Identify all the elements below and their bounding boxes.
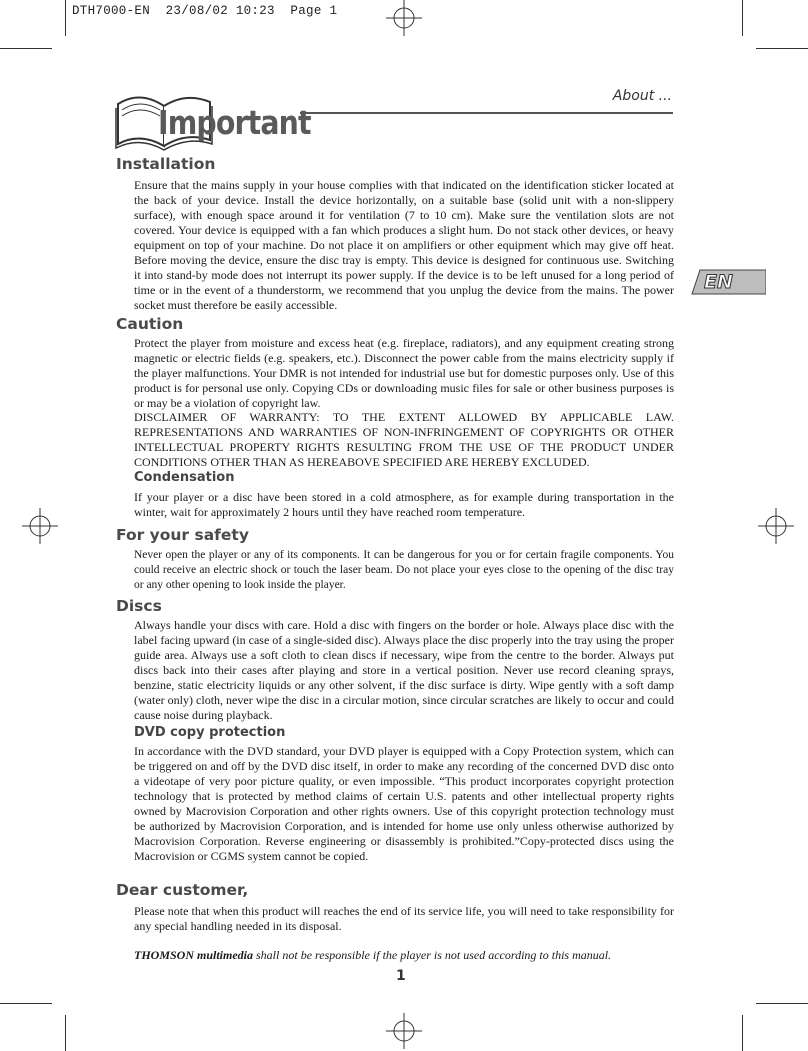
language-tab-label: EN [704, 271, 733, 293]
registration-mark-right [758, 508, 794, 544]
section-heading-installation: Installation [116, 155, 216, 173]
installation-text: Ensure that the mains supply in your house complies with that indicated on the identification sticker located at the back of your device. Install the device horizontally, on a suitable base (solid unit with a non-slippery surface), with enough space around it for ventilation (7 to 10 cm). Make sure the ventilation slots are not covered. Your device is equipped with a fan which produces a slight hum. Do not stack other devices, or heavy equipment on top of your machine. Do not place it on amplifiers or other equipment which may give off heat. Before moving the device, ensure the disc tray is empty. This device is designed for continuous use. Switching it into stand-by mode does not interrupt its power supply. If the device is to be left unused for a long period of time or in the event of a thunderstorm, we recommend that you unplug the device from the mains. The power socket must therefore be easily accessible. [134, 178, 674, 313]
registration-mark-left [22, 508, 58, 544]
print-header: DTH7000-EN 23/08/02 10:23 Page 1 [72, 4, 338, 18]
crop-mark [742, 0, 743, 36]
notice-text: shall not be responsible if the player is not used according to this manual. [253, 948, 612, 962]
page-number: 1 [396, 968, 406, 984]
liability-notice [134, 948, 611, 963]
crop-mark [65, 0, 66, 36]
discs-text: Always handle your discs with care. Hold a disc with fingers on the border or hole. Always place disc with the label facing upward (in case of a single-sided disc). Always place the disc properly into the tray using the proper guide area. Always use a soft cloth to clean discs if necessary, wipe from the centre to the border. Always put discs back into their cases after playing and store in a vertical position. Never use record cleaning sprays, benzine, static electricity liquids or any other solvent, if the disc surface is dirty. Wipe gently with a soft damp (water only) cloth, never wipe the disc in a circular motion, since circular scratches are likely to occur and could cause noise during playback. [134, 618, 674, 723]
section-heading-caution: Caution [116, 315, 184, 333]
crop-mark [756, 1003, 808, 1004]
condensation-text: If your player or a disc have been stored in a cold atmosphere, as for example during transportation in the winter, wait for approximately 2 hours until they have reached room temperature. [134, 490, 674, 520]
crop-mark [0, 1003, 52, 1004]
header-rule [300, 112, 673, 114]
crop-mark [0, 48, 52, 49]
crop-mark [65, 1015, 66, 1051]
crop-mark [756, 48, 808, 49]
caution-disclaimer: DISCLAIMER OF WARRANTY: TO THE EXTENT ALLOWED BY APPLICABLE LAW. REPRESENTATIONS AND WARRANTIES OF NON-INFRINGEMENT OF COPYRIGHTS OR OTHER INTELLECTUAL PROPERTY RIGHTS RESULTING FROM THE USE OF THE PRODUCT UNDER CONDITIONS OTHER THAN AS HEREABOVE SPECIFIED ARE HEREBY EXCLUDED. [134, 410, 674, 470]
section-heading-customer: Dear customer, [116, 881, 249, 899]
section-heading-copy-protection: DVD copy protection [134, 725, 286, 740]
caution-text: Protect the player from moisture and excess heat (e.g. fireplace, radiators), and any equipment creating strong magnetic or electric fields (e.g. speakers, etc.). Disconnect the power cable from the mains electricity supply if the player malfunctions. Your DMR is not intended for industrial use but for domestic purposes only. Use of this product is for personal use only. Copying CDs or downloading music files for sale or other business purposes is or may be a violation of copyright law. [134, 336, 674, 411]
registration-mark-bottom [386, 1013, 422, 1049]
crop-mark [742, 1015, 743, 1051]
about-label: About ... [612, 88, 672, 104]
registration-mark-top [386, 0, 422, 36]
section-heading-discs: Discs [116, 597, 162, 615]
brand-name: THOMSON multimedia [134, 948, 254, 962]
customer-text: Please note that when this product will reaches the end of its service life, you will need to take responsibility for any special handling needed in its disposal. [134, 904, 674, 934]
section-heading-condensation: Condensation [134, 470, 235, 485]
page-title: Important [158, 103, 311, 142]
safety-text: Never open the player or any of its components. It can be dangerous for you or for certain fragile components. You could receive an electric shock or touch the laser beam. Do not place your eyes close to the opening of the disc tray or any other opening to look inside the player. [134, 549, 674, 592]
section-heading-safety: For your safety [116, 526, 249, 544]
copy-protection-text: In accordance with the DVD standard, your DVD player is equipped with a Copy Protection system, which can be triggered on and off by the DVD disc itself, in order to make any recording of the concerned DVD disc onto a videotape of very poor picture quality, or even impossible. “This product incorporates copyright protection technology that is protected by method claims of certain U.S. patents and other intellectual property rights owned by Macrovision Corporation and other rights owners. Use of this copyright protection technology must be authorized by Macrovision Corporation, and is intended for home use only unless otherwise authorized by Macrovision Corporation. Reverse engineering or disassembly is prohibited.”Copy-protected discs using the Macrovision or CGMS system cannot be copied. [134, 744, 674, 864]
